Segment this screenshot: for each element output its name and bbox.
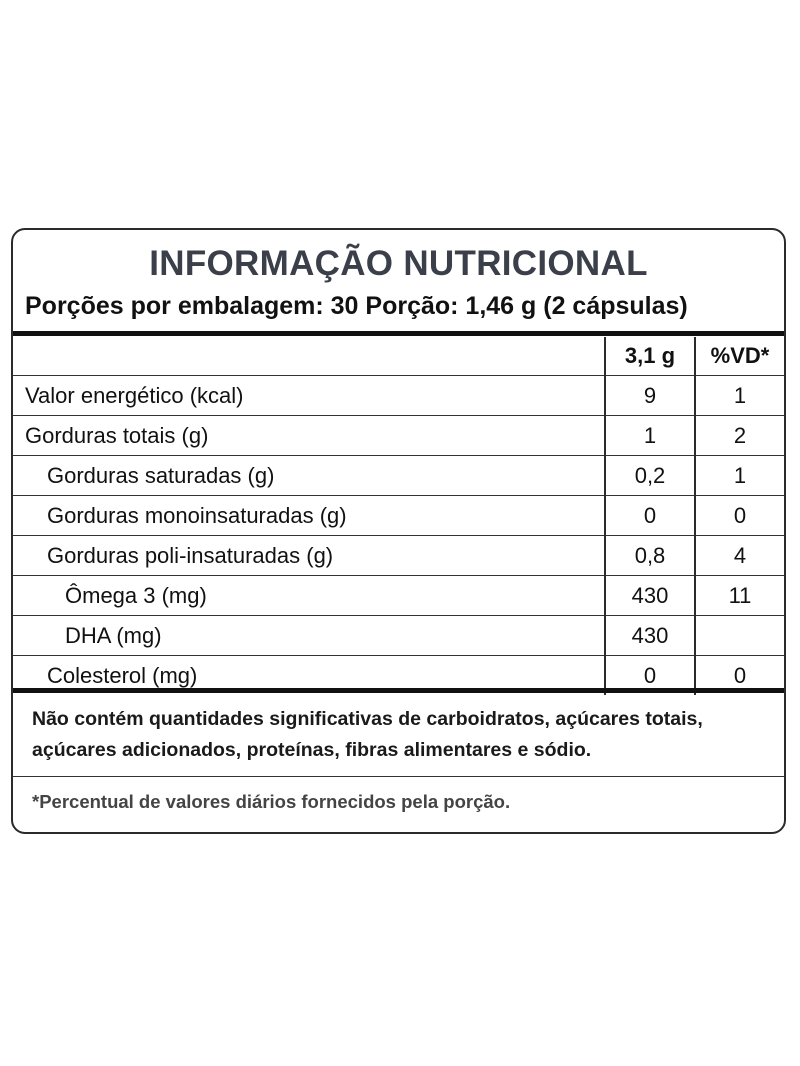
daily-value-footnote: *Percentual de valores diários fornecidos pela porção. <box>32 791 511 812</box>
header-name-cell <box>13 337 605 376</box>
table-row <box>13 536 784 576</box>
nutrient-amount: 430 <box>605 576 695 616</box>
header-daily-value-cell: %VD* <box>695 337 784 376</box>
nutrient-amount: 1 <box>605 416 695 456</box>
nutrient-daily-value <box>695 616 784 656</box>
nutrient-amount: 9 <box>605 376 695 416</box>
table-row <box>13 496 784 536</box>
nutrient-name: Colesterol (mg) <box>13 656 605 696</box>
table-row <box>13 416 784 456</box>
nutrient-amount: 0,8 <box>605 536 695 576</box>
nutrient-amount: 0 <box>605 496 695 536</box>
table-row <box>13 376 784 416</box>
nutrient-daily-value: 1 <box>695 456 784 496</box>
nutrient-daily-value: 0 <box>695 656 784 696</box>
nutrient-name: Gorduras totais (g) <box>13 416 605 456</box>
nutrition-facts-panel <box>11 228 786 834</box>
top-thick-rule <box>13 331 784 336</box>
nutrient-name: Gorduras saturadas (g) <box>13 456 605 496</box>
nutrient-amount: 430 <box>605 616 695 656</box>
servings-line: Porções por embalagem: 30 Porção: 1,46 g (2 cápsulas) <box>25 292 688 320</box>
table-header-row <box>13 337 784 376</box>
nutrient-amount: 0,2 <box>605 456 695 496</box>
nutrient-daily-value: 0 <box>695 496 784 536</box>
label-title: INFORMAÇÃO NUTRICIONAL <box>149 244 648 283</box>
nutrient-name: Gorduras monoinsaturadas (g) <box>13 496 605 536</box>
nutrient-name: Ômega 3 (mg) <box>13 576 605 616</box>
nutrient-daily-value: 1 <box>695 376 784 416</box>
nutrient-daily-value: 2 <box>695 416 784 456</box>
nutrient-name: Valor energético (kcal) <box>13 376 605 416</box>
header-amount-cell: 3,1 g <box>605 337 695 376</box>
nutrient-name: DHA (mg) <box>13 616 605 656</box>
table-row <box>13 576 784 616</box>
nutrient-name: Gorduras poli-insaturadas (g) <box>13 536 605 576</box>
nutrition-table <box>13 337 784 695</box>
table-row <box>13 616 784 656</box>
nutrient-daily-value: 4 <box>695 536 784 576</box>
footnote-divider <box>13 776 784 777</box>
bottom-thick-rule <box>13 688 784 693</box>
nutrient-daily-value: 11 <box>695 576 784 616</box>
significance-note: Não contém quantidades significativas de carboidratos, açúcares totais, açúcares adicionados, proteínas, fibras alimentares e sódio. <box>32 708 703 761</box>
table-row <box>13 456 784 496</box>
nutrient-amount: 0 <box>605 656 695 696</box>
